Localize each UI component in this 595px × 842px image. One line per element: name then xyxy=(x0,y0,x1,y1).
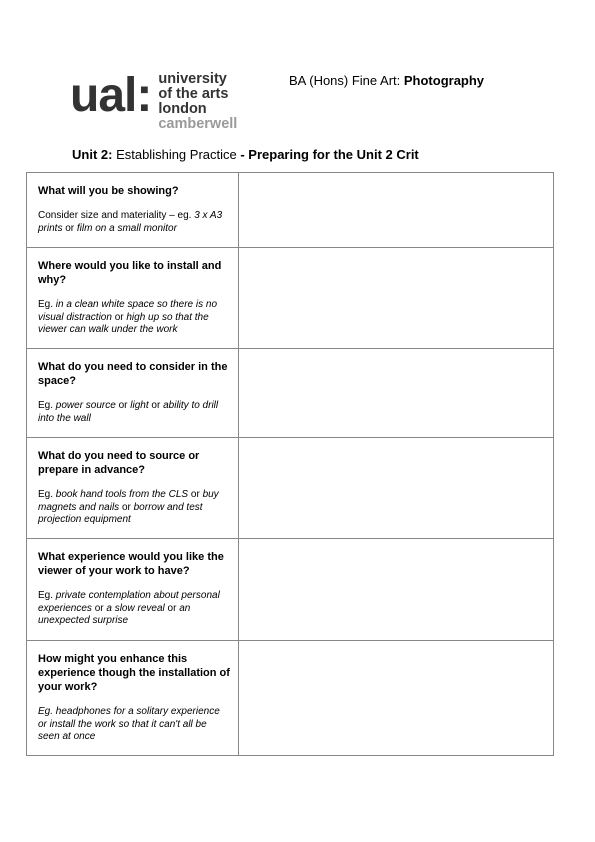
answer-cell[interactable] xyxy=(239,349,554,438)
unit-subtitle: - Preparing for the Unit 2 Crit xyxy=(240,147,419,162)
logo-line: london xyxy=(158,101,207,117)
logo-line-college: camberwell xyxy=(158,116,238,132)
hint-text: or xyxy=(111,311,127,323)
hint-text: Eg. xyxy=(38,590,56,601)
table-row xyxy=(27,641,554,756)
hint-example: power source xyxy=(55,400,116,411)
ual-logo xyxy=(70,71,237,132)
question-hint xyxy=(38,400,230,425)
hint-example: borrow and test projection equipment xyxy=(38,501,203,525)
hint-text: Eg. xyxy=(38,400,56,411)
hint-example: book hand tools from the CLS xyxy=(55,489,189,500)
question-title: What do you need to consider in the space? xyxy=(38,361,228,387)
question-hint xyxy=(38,299,230,337)
answer-cell[interactable] xyxy=(239,641,554,756)
hint-example: buy magnets and nails xyxy=(38,489,219,513)
answer-cell[interactable] xyxy=(239,539,554,641)
question-title: What will you be showing? xyxy=(38,185,179,197)
logo-line: of the arts xyxy=(158,86,229,102)
hint-example: in a clean white space so there is no visual distraction xyxy=(38,299,218,323)
table-row xyxy=(27,438,554,539)
hint-text: or xyxy=(148,400,164,411)
programme-title xyxy=(289,73,484,88)
question-title: What experience would you like the viewer of your work to have? xyxy=(38,551,224,577)
hint-example: ability to drill into the wall xyxy=(38,400,219,424)
question-title: What do you need to source or prepare in advance? xyxy=(38,450,200,476)
table-row xyxy=(27,173,554,248)
table-row xyxy=(27,349,554,438)
unit-title xyxy=(72,147,419,162)
hint-example: private contemplation about personal experiences xyxy=(38,590,220,614)
answer-cell[interactable] xyxy=(239,438,554,539)
hint-text: or xyxy=(62,222,77,234)
hint-text: or xyxy=(164,602,180,614)
answer-cell[interactable] xyxy=(239,173,554,248)
hint-text: Eg. xyxy=(38,299,56,310)
crit-prep-table xyxy=(26,172,554,756)
question-cell xyxy=(27,641,239,756)
logo-mark: ual: xyxy=(70,69,152,122)
question-title: Where would you like to install and why? xyxy=(38,260,222,286)
question-hint xyxy=(38,489,230,527)
question-hint xyxy=(38,590,230,628)
hint-text: or xyxy=(115,400,131,411)
hint-example: Eg. headphones for a solitary experience or install the work so that it can't all be seen at once xyxy=(38,706,220,742)
logo-wordmark xyxy=(158,72,237,132)
hint-text: Consider size and materiality – eg. xyxy=(38,210,195,221)
table-row xyxy=(27,539,554,641)
hint-example: a slow reveal xyxy=(106,602,165,614)
question-cell xyxy=(27,349,239,438)
question-cell xyxy=(27,539,239,641)
hint-example: 3 x A3 prints xyxy=(38,210,223,234)
table-row xyxy=(27,248,554,349)
hint-example: light xyxy=(130,400,149,411)
hint-text: Eg. xyxy=(38,489,56,500)
unit-label: Unit 2: xyxy=(72,147,113,162)
hint-example: high up so that the viewer can walk under the work xyxy=(38,311,209,335)
hint-example: film on a small monitor xyxy=(76,222,177,234)
programme-subject: Photography xyxy=(403,73,485,88)
answer-cell[interactable] xyxy=(239,248,554,349)
question-cell xyxy=(27,248,239,349)
hint-text: or xyxy=(188,489,203,500)
programme-prefix: BA (Hons) Fine Art: xyxy=(289,73,404,88)
hint-example: an unexpected surprise xyxy=(38,602,191,626)
hint-text: or xyxy=(119,501,134,513)
hint-text: or xyxy=(91,602,107,614)
question-hint xyxy=(38,210,230,235)
unit-name: Establishing Practice xyxy=(112,147,241,162)
logo-line: university xyxy=(158,71,227,87)
question-title: How might you enhance this experience though the installation of your work? xyxy=(38,653,230,693)
question-cell xyxy=(27,438,239,539)
question-cell xyxy=(27,173,239,248)
question-hint xyxy=(38,706,230,744)
